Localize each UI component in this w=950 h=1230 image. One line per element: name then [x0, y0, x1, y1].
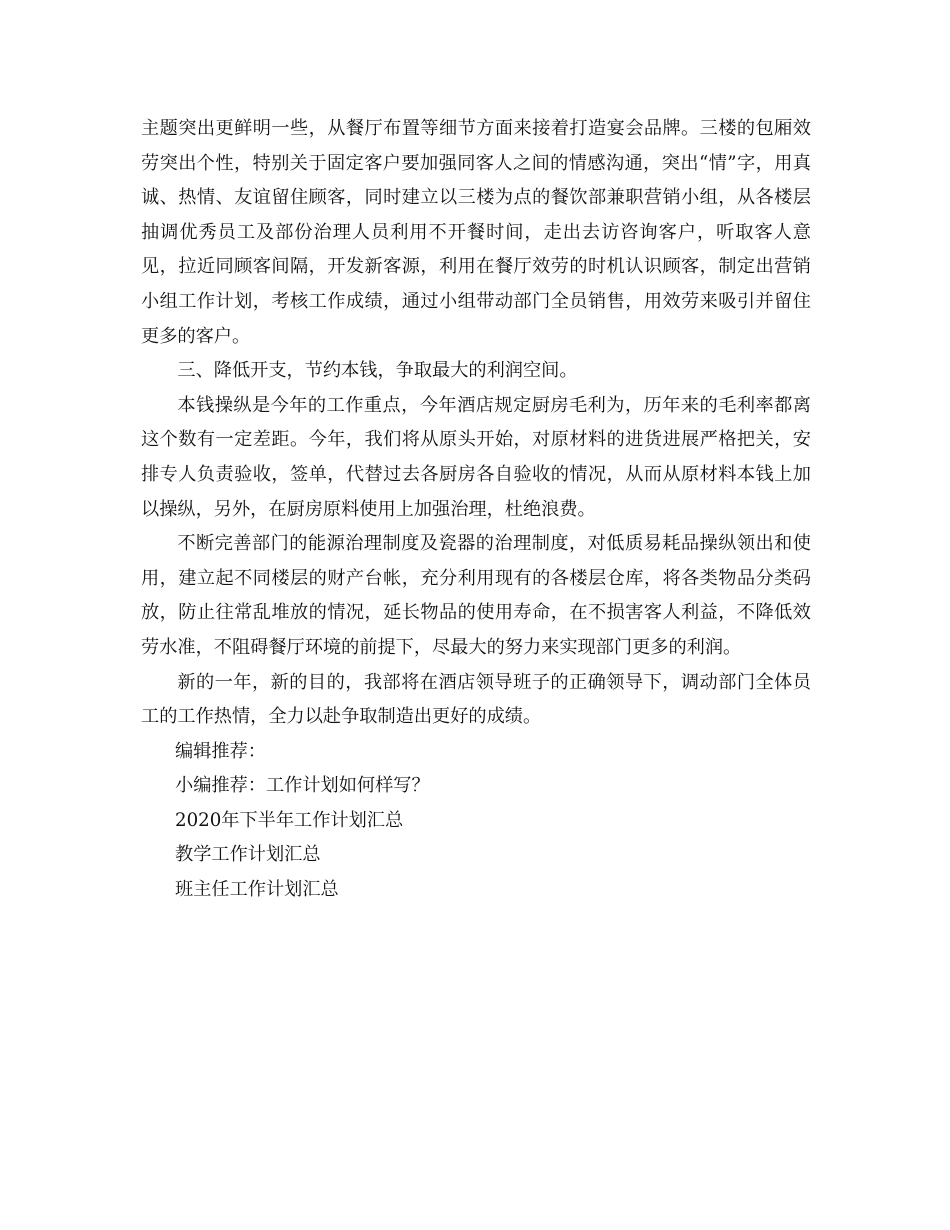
recommend-heading: 编辑推荐： — [175, 740, 266, 762]
recommend-link[interactable]: 2020年下半年工作计划汇总 — [175, 809, 404, 831]
recommend-link[interactable]: 教学工作计划汇总 — [175, 844, 321, 866]
recommend-link[interactable]: 小编推荐：工作计划如何样写？ — [175, 775, 430, 797]
section-heading: 三、降低开支，节约本钱，争取最大的利润空间。 — [177, 360, 578, 382]
recommend-link[interactable]: 班主任工作计划汇总 — [175, 879, 339, 901]
body-paragraph-management: 不断完善部门的能源治理制度及瓷器的治理制度，对低质易耗品操纵领出和使用，建立起不同楼层的财产台帐，充分利用现有的各楼层仓库，将各类物品分类码放，防止往常乱堆放的情况，延长物品的使用寿命，在不损害客人利益，不降低效劳水准，不阻碍餐厅环境的前提下，尽最大的努力来实现部门更多的利润。 — [141, 533, 811, 658]
body-paragraph-continuation: 主题突出更鲜明一些，从餐厅布置等细节方面来接着打造宴会品牌。三楼的包厢效劳突出个性，特别关于固定客户要加强同客人之间的情感沟通，突出“情”字，用真诚、热情、友谊留住顾客，同时建立以三楼为点的餐饮部兼职营销小组，从各楼层抽调优秀员工及部份治理人员利用不开餐时间，走出去访咨询客户，听取客人意见，拉近同顾客间隔，开发新客源，利用在餐厅效劳的时机认识顾客，制定出营销小组工作计划，考核工作成绩，通过小组带动部门全员销售，用效劳来吸引并留住更多的客户。 — [141, 118, 811, 347]
body-paragraph-new-year: 新的一年，新的目的，我部将在酒店领导班子的正确领导下，调动部门全体员工的工作热情，全力以赴争取制造出更好的成绩。 — [141, 671, 811, 728]
document-page — [141, 112, 811, 908]
body-paragraph-cost-control: 本钱操纵是今年的工作重点，今年酒店规定厨房毛利为，历年来的毛利率都离这个数有一定差距。今年，我们将从原头开始，对原材料的进货进展严格把关，安排专人负责验收，签单，代替过去各厨房各自验收的情况，从而从原材料本钱上加以操纵，另外，在厨房原料使用上加强治理，杜绝浪费。 — [141, 394, 811, 520]
